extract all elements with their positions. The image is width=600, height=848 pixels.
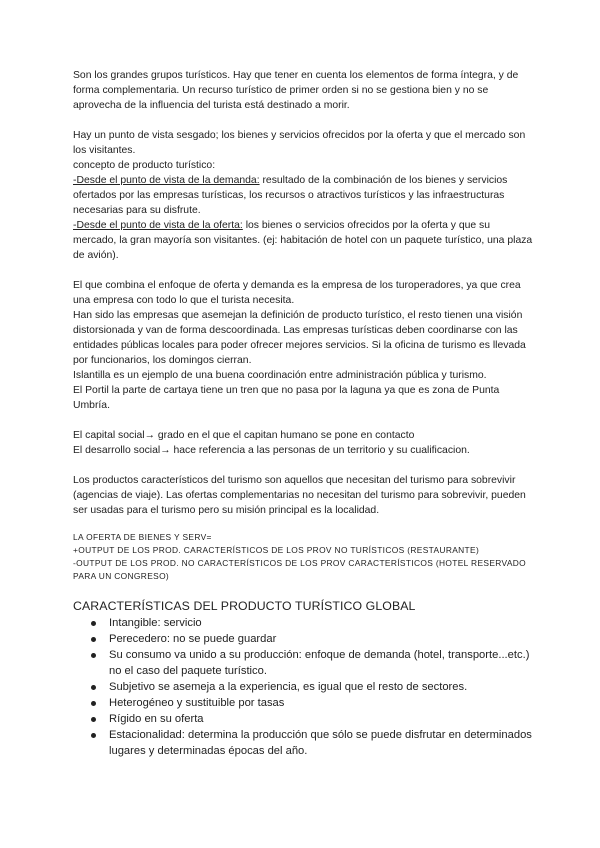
supply-view-label: -Desde el punto de vista de la oferta: [73,220,243,231]
demand-view-label: -Desde el punto de vista de la demanda: [73,175,260,186]
list-item [91,727,535,759]
section-heading: CARACTERÍSTICAS DEL PRODUCTO TURÍSTICO GLOBAL [73,599,416,613]
bullet-icon [91,621,96,626]
list-item-text: Rígido en su oferta [109,713,204,725]
supply-view-paragraph [73,218,535,263]
characteristics-list [73,615,535,759]
supply-formula-minus: -OUTPUT DE LOS PROD. NO CARACTERÍSTICOS DE LOS PROV CARACTERÍSTICOS (HOTEL RESERVADO PARA UN CONGRESO) [73,558,527,581]
list-item [91,647,535,679]
list-item [91,679,535,695]
islantilla-paragraph: Islantilla es un ejemplo de una buena coordinación entre administración pública y turismo. [73,370,487,381]
biased-view-paragraph: Hay un punto de vista sesgado; los bienes y servicios ofrecidos por la oferta y que el mercado son los visitantes. [73,130,526,156]
social-development-paragraph: El desarrollo social→ hace referencia a las personas de un territorio y su cualificacion. [73,445,470,456]
bullet-icon [91,637,96,642]
characteristic-products-paragraph: Los productos característicos del turismo son aquellos que necesitan del turismo para sobrevivir (agencias de viaje). Las ofertas complementarias no necesitan del turismo para sobrevivir, pueden ser usadas para el turismo pero su misión principal es la localidad. [73,475,526,516]
list-item-text: Su consumo va unido a su producción: enfoque de demanda (hotel, transporte...etc.) no el caso del paquete turístico. [109,649,530,677]
intro-paragraph: Son los grandes grupos turísticos. Hay que tener en cuenta los elementos de forma íntegra, y de forma complementaria. Un recurso turístico de primer orden si no se gestiona bien y no se aprovecha de la influencia del turista está destinado a morir. [73,70,519,111]
list-item-text: Intangible: servicio [109,617,202,629]
concept-title: concepto de producto turístico: [73,160,216,171]
list-item-text: Subjetivo se asemeja a la experiencia, es igual que el resto de sectores. [109,681,468,693]
supply-formula-title: LA OFERTA DE BIENES Y SERV= [73,532,212,542]
list-item [91,631,535,647]
list-item [91,615,535,631]
social-capital-paragraph: El capital social→ grado en el que el capitan humano se pone en contacto [73,430,415,441]
companies-paragraph: Han sido las empresas que asemejan la definición de producto turístico, el resto tienen una visión distorsionada y van de forma descoordinada. Las empresas turísticas deben coordinarse con las entidades públicas locales para poder ofrecer mejores servicios. Si la oficina de turismo es llevada por funcionarios, los domingos cierran. [73,310,526,366]
el-portil-paragraph: El Portil la parte de cartaya tiene un tren que no pasa por la laguna ya que es zona de Punta Umbría. [73,385,500,411]
list-item [91,695,535,711]
document-page [73,68,535,759]
bullet-icon [91,701,96,706]
list-item-text: Heterogéneo y sustituible por tasas [109,697,285,709]
list-item-text: Estacionalidad: determina la producción que sólo se puede disfrutar en determinados lugares y determinadas épocas del año. [109,729,532,757]
demand-view-paragraph [73,173,535,218]
tour-operators-paragraph: El que combina el enfoque de oferta y demanda es la empresa de los turoperadores, ya que crea una empresa con todo lo que el turista necesita. [73,280,521,306]
demand-view-text: resultado de la combinación de los bienes y servicios ofertados por las empresas turísticas, los recursos o atractivos turísticos y las infraestructuras necesarias para su disfrute. [73,175,508,216]
bullet-icon [91,733,96,738]
bullet-icon [91,685,96,690]
list-item-text: Perecedero: no se puede guardar [109,633,277,645]
supply-formula-plus: +OUTPUT DE LOS PROD. CARACTERÍSTICOS DE LOS PROV NO TURÍSTICOS (RESTAURANTE) [73,545,480,555]
supply-view-text: los bienes o servicios ofrecidos por la oferta y que su mercado, la gran mayoría son visitantes. (ej: habitación de hotel con un paquete turístico, una plaza de avión). [73,220,533,261]
list-item [91,711,535,727]
bullet-icon [91,717,96,722]
bullet-icon [91,653,96,658]
